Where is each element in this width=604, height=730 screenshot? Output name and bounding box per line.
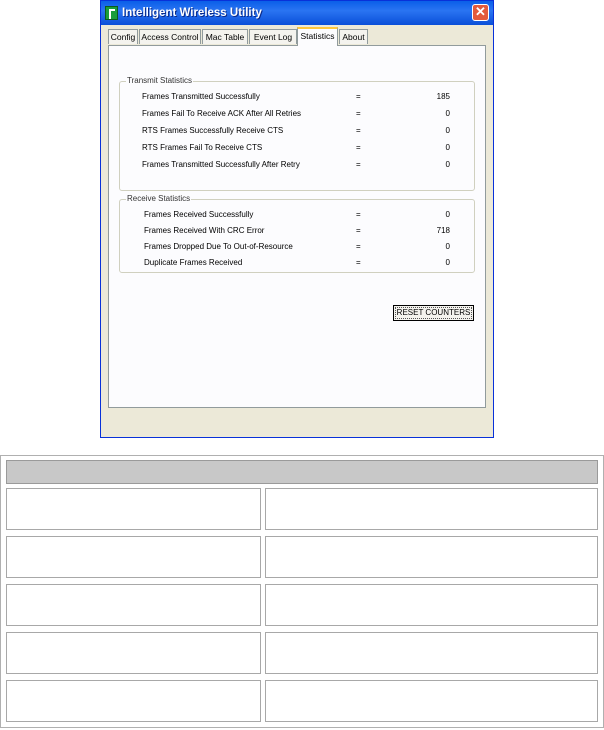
stat-equals: = — [356, 92, 361, 101]
stat-label: Frames Received With CRC Error — [144, 226, 265, 235]
table-cell — [6, 632, 261, 674]
stat-equals: = — [356, 126, 361, 135]
stat-row — [120, 142, 474, 154]
stat-label: Duplicate Frames Received — [144, 258, 243, 267]
stat-row — [120, 241, 474, 253]
app-window — [100, 0, 494, 438]
stat-value: 185 — [436, 92, 450, 101]
window-title: Intelligent Wireless Utility — [122, 7, 262, 19]
stat-value: 0 — [445, 143, 450, 152]
stat-equals: = — [356, 226, 361, 235]
reset-counters-button[interactable]: RESET COUNTERS — [393, 305, 474, 321]
transmit-statistics-title: Transmit Statistics — [127, 76, 193, 85]
stat-row — [120, 257, 474, 269]
receive-statistics-title: Receive Statistics — [127, 194, 191, 203]
table-cell — [265, 632, 598, 674]
stat-label: Frames Dropped Due To Out-of-Resource — [144, 242, 293, 251]
close-button[interactable] — [472, 4, 489, 21]
table-header — [6, 460, 598, 484]
stat-equals: = — [356, 143, 361, 152]
stat-row — [120, 159, 474, 171]
stat-label: RTS Frames Fail To Receive CTS — [142, 143, 263, 152]
stat-row — [120, 209, 474, 221]
stat-equals: = — [356, 258, 361, 267]
wireless-app-icon — [105, 6, 118, 20]
tab-statistics[interactable]: Statistics — [297, 27, 338, 46]
table-cell — [265, 680, 598, 722]
stat-value: 0 — [445, 126, 450, 135]
stat-value: 0 — [445, 210, 450, 219]
tab-mac-table[interactable]: Mac Table — [202, 29, 248, 44]
table-cell — [6, 680, 261, 722]
stat-row — [120, 125, 474, 137]
receive-statistics-group — [119, 194, 475, 273]
table-cell — [6, 488, 261, 530]
table-cell — [6, 584, 261, 626]
stat-row — [120, 108, 474, 120]
stat-value: 0 — [445, 258, 450, 267]
transmit-statistics-group — [119, 76, 475, 191]
stat-row — [120, 225, 474, 237]
stat-label: Frames Transmitted Successfully After Retry — [142, 160, 300, 169]
stat-label: Frames Transmitted Successfully — [142, 92, 260, 101]
stat-row — [120, 91, 474, 103]
tab-about[interactable]: About — [339, 29, 368, 44]
stat-value: 0 — [445, 160, 450, 169]
stat-equals: = — [356, 160, 361, 169]
stat-value: 0 — [445, 242, 450, 251]
stat-equals: = — [356, 109, 361, 118]
table-cell — [6, 536, 261, 578]
stat-equals: = — [356, 210, 361, 219]
title-bar[interactable] — [101, 1, 493, 25]
stat-label: Frames Received Successfully — [144, 210, 254, 219]
stat-label: Frames Fail To Receive ACK After All Retries — [142, 109, 302, 118]
stat-value: 0 — [445, 109, 450, 118]
table-cell — [265, 584, 598, 626]
spec-table — [0, 455, 604, 730]
tab-event-log[interactable]: Event Log — [249, 29, 297, 44]
tab-access-control[interactable]: Access Control — [139, 29, 201, 44]
stat-equals: = — [356, 242, 361, 251]
table-cell — [265, 536, 598, 578]
table-cell — [265, 488, 598, 530]
close-icon: ✕ — [475, 4, 486, 19]
stat-value: 718 — [436, 226, 450, 235]
statistics-panel — [108, 45, 486, 408]
stat-label: RTS Frames Successfully Receive CTS — [142, 126, 284, 135]
tab-config[interactable]: Config — [108, 29, 138, 44]
